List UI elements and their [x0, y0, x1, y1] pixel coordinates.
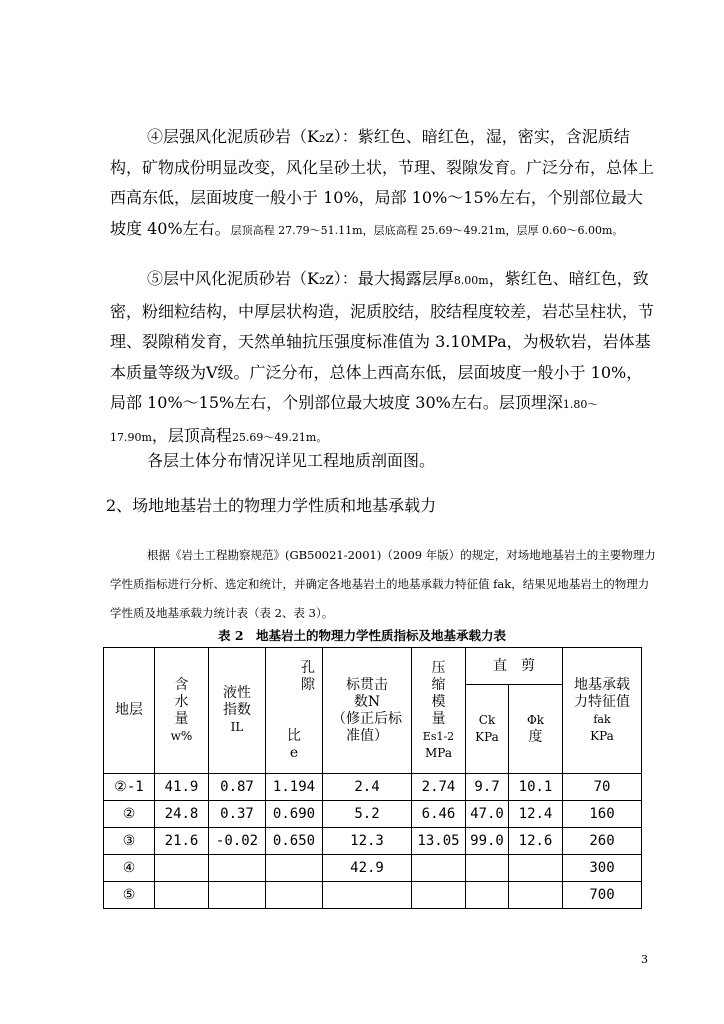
- cell-cohesion: 9.7: [466, 774, 509, 801]
- table-row: [104, 774, 642, 801]
- cell-water: [155, 882, 209, 909]
- cell-friction: [509, 882, 563, 909]
- phi-symbol: Φk: [526, 713, 545, 727]
- cell-spt: 2.4: [323, 774, 412, 801]
- header-liquidity-index: [209, 648, 266, 774]
- cell-void-ratio: [266, 855, 323, 882]
- cell-bearing: 160: [563, 801, 642, 828]
- layer5-thickness: 8.00m: [453, 274, 489, 287]
- comp-symbol: Es1-2: [422, 729, 455, 743]
- layer5-depth: 1.80～17.90m: [110, 398, 599, 444]
- cell-cohesion: 47.0: [466, 801, 509, 828]
- cell-spt: 42.9: [323, 855, 412, 882]
- cell-bearing: 70: [563, 774, 642, 801]
- properties-table: [103, 647, 642, 909]
- paragraph-section-ref: 各层土体分布情况详见工程地质剖面图。: [147, 451, 436, 470]
- header-friction-angle: [509, 685, 563, 774]
- bearing-label: 地基承载力特征值: [574, 676, 630, 710]
- header-water-content: [155, 648, 209, 774]
- layer5-text-b: ，紫红色、暗红色，致密，粉细粒结构，中厚层状构造，泥质胶结，胶结程度较差，岩芯呈柱状，节理、裂隙稍发育，天然单轴抗压强度标准值为 3.10MPa，为极软岩，岩体基本质量等级为Ⅴ级。广泛分布，总体上西高东低，层面坡度一般小于 10%，局部 10%～15%左右，个别部位最大坡度 30%左右。层顶埋深: [110, 269, 655, 412]
- cell-compression: [412, 855, 466, 882]
- header-direct-shear: 直 剪: [466, 648, 563, 685]
- cohesion-symbol: Ck: [478, 713, 496, 727]
- table-row: [104, 828, 642, 855]
- cell-spt: 12.3: [323, 828, 412, 855]
- cell-void-ratio: 0.650: [266, 828, 323, 855]
- comp-unit: MPa: [425, 745, 452, 760]
- cell-bearing: 700: [563, 882, 642, 909]
- layer5-elevation: 25.69～49.21m。: [231, 430, 328, 444]
- cell-friction: [509, 855, 563, 882]
- cell-spt: [323, 882, 412, 909]
- void-label-top: 孔隙: [301, 659, 315, 693]
- cell-bearing: 300: [563, 855, 642, 882]
- cell-layer: ③: [104, 828, 155, 855]
- layer4-text: ④层强风化泥质砂岩（K₂z）：紫红色、暗红色，湿，密实，含泥质结构，矿物成份明显改变，风化呈砂土状，节理、裂隙发育。广泛分布，总体上西高东低，层面坡度一般小于 10%，局部 10%～15%左右，个别部位最大坡度 40%左右。: [110, 127, 655, 238]
- cell-compression: 2.74: [412, 774, 466, 801]
- cell-liquidity: [209, 855, 266, 882]
- cell-cohesion: [466, 882, 509, 909]
- paragraph-layer5: [110, 264, 656, 453]
- table-row: [104, 882, 642, 909]
- cell-water: 21.6: [155, 828, 209, 855]
- table-row: [104, 801, 642, 828]
- cell-bearing: 260: [563, 828, 642, 855]
- cell-layer: ②: [104, 801, 155, 828]
- table-row: [104, 855, 642, 882]
- cell-water: [155, 855, 209, 882]
- comp-label: 压缩模量: [431, 659, 446, 727]
- cell-cohesion: [466, 855, 509, 882]
- header-row-1: [104, 648, 642, 685]
- liquidity-label: 液性指数: [223, 685, 251, 718]
- cell-water: 24.8: [155, 801, 209, 828]
- paragraph-standard: 根据《岩土工程勘察规范》(GB50021-2001)（2009 年版）的规定，对场地地基岩土的主要物理力学性质指标进行分析、选定和统计，并确定各地基岩土的地基承载力特征值 fak，结果见地基岩土的物理力学性质及地基承载力统计表（表 2、表 3）。: [110, 548, 656, 620]
- cell-friction: 12.6: [509, 828, 563, 855]
- cell-liquidity: 0.87: [209, 774, 266, 801]
- cell-cohesion: 99.0: [466, 828, 509, 855]
- paragraph-layer4: [110, 122, 656, 246]
- bearing-unit: KPa: [590, 728, 614, 743]
- header-void-ratio: [266, 648, 323, 774]
- void-label-bottom: 比e: [287, 727, 301, 761]
- cell-liquidity: 0.37: [209, 801, 266, 828]
- liquidity-symbol: IL: [230, 720, 244, 734]
- spt-note: （修正后标准值）: [332, 710, 402, 744]
- bearing-symbol: fak: [593, 712, 611, 726]
- section-heading: 2、场地地基岩土的物理力学性质和地基承载力: [106, 496, 437, 515]
- cell-layer: ④: [104, 855, 155, 882]
- cell-compression: 6.46: [412, 801, 466, 828]
- cell-water: 41.9: [155, 774, 209, 801]
- cell-void-ratio: [266, 882, 323, 909]
- water-label: 含水量: [174, 676, 189, 727]
- layer5-text-a: ⑤层中风化泥质砂岩（K₂z）：最大揭露层厚: [147, 269, 454, 288]
- header-layer: 地层: [104, 648, 155, 774]
- layer4-elevation-text: 层顶高程 27.79～51.11m，层底高程 25.69～49.21m，层厚 0.60～6.00m。: [230, 223, 624, 237]
- cell-friction: 10.1: [509, 774, 563, 801]
- layer5-text-c: ，层顶高程: [151, 425, 232, 445]
- phi-unit: 度: [528, 729, 543, 745]
- header-bearing-capacity: [563, 648, 642, 774]
- table-caption: 表 2 地基岩土的物理力学性质指标及地基承载力表: [217, 628, 507, 643]
- page-number: 3: [641, 953, 648, 966]
- cell-layer: ②-1: [104, 774, 155, 801]
- cell-spt: 5.2: [323, 801, 412, 828]
- cell-liquidity: -0.02: [209, 828, 266, 855]
- cell-friction: 12.4: [509, 801, 563, 828]
- cell-layer: ⑤: [104, 882, 155, 909]
- cohesion-unit: KPa: [475, 730, 499, 744]
- cell-compression: 13.05: [412, 828, 466, 855]
- header-compression-modulus: [412, 648, 466, 774]
- cell-void-ratio: 1.194: [266, 774, 323, 801]
- header-cohesion: [466, 685, 509, 774]
- cell-liquidity: [209, 882, 266, 909]
- header-spt: [323, 648, 412, 774]
- spt-label: 标贯击数N: [346, 676, 388, 710]
- cell-compression: [412, 882, 466, 909]
- cell-void-ratio: 0.690: [266, 801, 323, 828]
- water-unit: w%: [170, 728, 193, 743]
